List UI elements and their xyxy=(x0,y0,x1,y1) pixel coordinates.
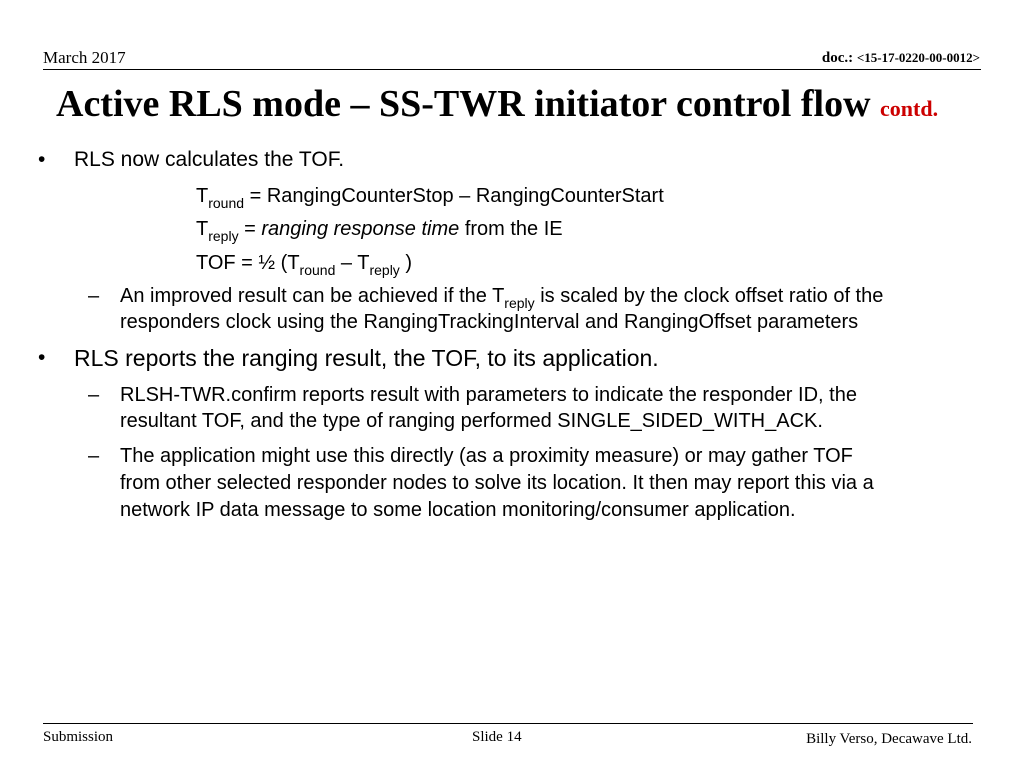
sub-bullet-text: network IP data message to some location monitoring/consumer application. xyxy=(120,499,796,521)
bullet-marker: • xyxy=(38,346,46,369)
sub-bullet-text: from other selected responder nodes to solve its location. It then may report this via a xyxy=(120,472,874,494)
footer-divider xyxy=(43,723,973,724)
formula-tof: TOF = ½ ($T_{round} - T_{reply}$ ) xyxy=(196,252,413,278)
footer-submission: Submission xyxy=(43,729,114,745)
sub-bullet-text: The application might use this directly (as a proximity measure) or may gather TOF xyxy=(120,445,853,467)
header-date: March 2017 xyxy=(43,48,126,67)
sub-bullet-marker: – xyxy=(88,285,100,307)
sub-bullet-text: responders clock using the RangingTrackingInterval and RangingOffset parameters xyxy=(120,311,859,333)
header-doc-id xyxy=(822,50,980,67)
title-contd: contd. xyxy=(880,96,939,121)
bullet-marker: • xyxy=(38,148,46,171)
sub-bullet-text: RLSH-TWR.confirm reports result with parameters to indicate the responder ID, the xyxy=(120,384,857,406)
sub-bullet-marker: – xyxy=(88,445,100,467)
header-divider xyxy=(43,69,981,70)
formula-tround: $T_{round}$ = RangingCounterStop – RangingCounterStart xyxy=(196,185,664,211)
sub-bullet-text: An improved result can be achieved if the $T_{reply}$ is scaled by the clock offset ratio of the xyxy=(120,285,884,311)
footer-slide-number: Slide 14 xyxy=(472,729,522,745)
footer-author: Billy Verso, Decawave Ltd. xyxy=(806,731,972,747)
bullet-text: RLS reports the ranging result, the TOF, to its application. xyxy=(74,345,659,371)
bullet-text: RLS now calculates the TOF. xyxy=(74,148,345,171)
slide-title xyxy=(56,82,938,126)
sub-bullet-text: resultant TOF, and the type of ranging performed SINGLE_SIDED_WITH_ACK. xyxy=(120,410,823,432)
doc-label: doc.: xyxy=(821,50,857,66)
doc-number: <15-17-0220-00-0012> xyxy=(856,50,980,65)
sub-bullet-marker: – xyxy=(88,384,100,406)
formula-treply: $T_{reply}$ = ranging response time from the IE xyxy=(196,218,563,244)
title-main: Active RLS mode – SS-TWR initiator control flow xyxy=(56,83,881,125)
